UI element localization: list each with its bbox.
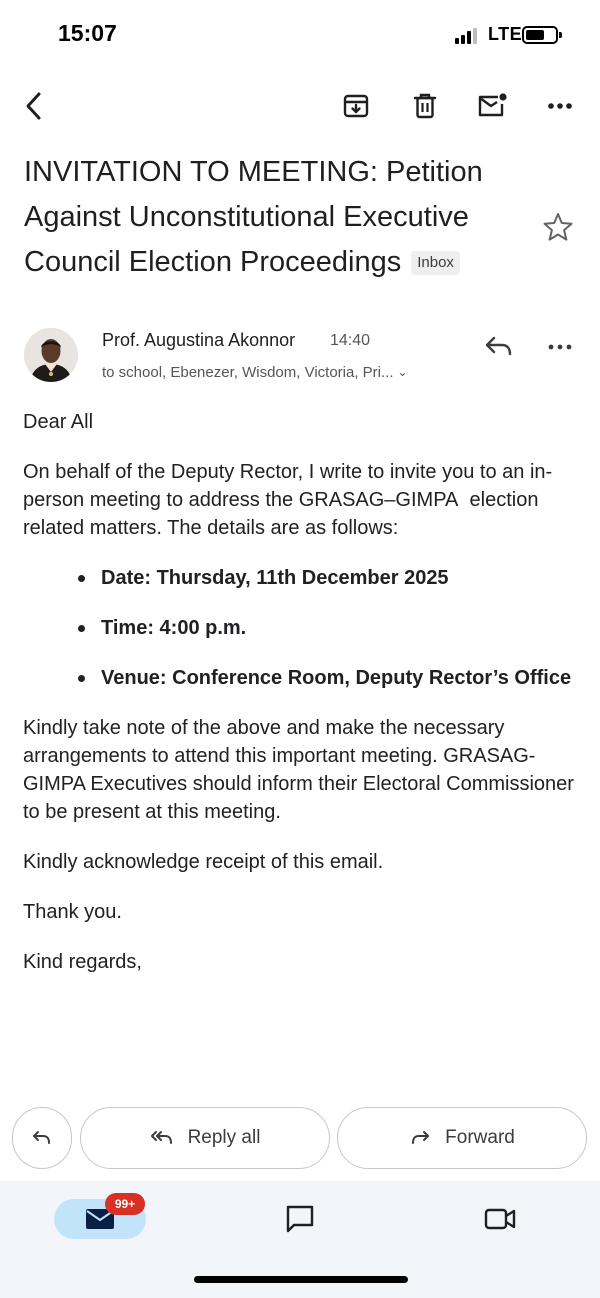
intro-paragraph: On behalf of the Deputy Rector, I write to invite you to an in-person meeting to address the GRASAG–GIMPA election related matters. The details are as follows: bbox=[23, 461, 553, 539]
archive-icon bbox=[342, 92, 370, 120]
detail-venue: Venue: Conference Room, Deputy Rector’s Office bbox=[101, 664, 583, 692]
recipients-toggle[interactable] bbox=[102, 364, 408, 381]
message-more-button[interactable] bbox=[540, 332, 580, 362]
note-paragraph: Kindly take note of the above and make the necessary arrangements to attend this important meeting. GRASAG-GIMPA Executives should inform their Electoral Commissioner to be present at this meeting. bbox=[23, 717, 574, 823]
email-body bbox=[23, 408, 583, 998]
mark-unread-button[interactable] bbox=[470, 84, 514, 128]
star-button[interactable] bbox=[541, 210, 575, 244]
status-bar bbox=[0, 0, 600, 70]
reply-actions-bar bbox=[0, 1107, 600, 1171]
unread-count-badge: 99+ bbox=[105, 1193, 145, 1215]
back-arrow-icon bbox=[22, 91, 46, 121]
signal-strength-icon bbox=[455, 28, 481, 44]
reply-all-label: Reply all bbox=[187, 1127, 261, 1148]
recipients-text: to school, Ebenezer, Wisdom, Victoria, Pri... bbox=[102, 364, 394, 381]
closing-paragraph: Kind regards, bbox=[23, 951, 142, 973]
trash-icon bbox=[412, 92, 438, 120]
email-toolbar bbox=[0, 80, 600, 132]
reply-all-button[interactable] bbox=[80, 1107, 330, 1169]
more-horizontal-icon bbox=[547, 102, 573, 110]
delete-button[interactable] bbox=[403, 84, 447, 128]
reply-pill-button[interactable] bbox=[12, 1107, 72, 1169]
reply-button[interactable] bbox=[481, 330, 517, 362]
reply-icon bbox=[32, 1130, 52, 1146]
forward-button[interactable] bbox=[337, 1107, 587, 1169]
status-time: 15:07 bbox=[58, 20, 117, 46]
inbox-label-chip[interactable]: Inbox bbox=[411, 251, 460, 275]
chat-icon bbox=[282, 1201, 318, 1237]
video-camera-icon bbox=[482, 1201, 518, 1237]
reply-icon bbox=[481, 330, 517, 362]
mark-unread-icon bbox=[476, 92, 508, 120]
email-time: 14:40 bbox=[330, 332, 371, 349]
chevron-down-icon: ⌄ bbox=[397, 365, 408, 379]
meeting-details bbox=[23, 564, 583, 692]
battery-icon bbox=[522, 26, 558, 44]
sender-avatar[interactable] bbox=[24, 328, 78, 382]
acknowledge-paragraph: Kindly acknowledge receipt of this email. bbox=[23, 851, 384, 873]
subject-text: INVITATION TO MEETING: Petition Against Unconstitutional Executive Council Election Proceedings bbox=[24, 156, 483, 278]
nav-chat-tab[interactable] bbox=[282, 1201, 318, 1237]
forward-icon bbox=[409, 1130, 431, 1146]
sender-name[interactable]: Prof. Augustina Akonnor bbox=[102, 330, 296, 350]
bottom-navigation bbox=[0, 1181, 600, 1298]
more-horizontal-icon bbox=[540, 332, 580, 362]
star-icon bbox=[541, 210, 575, 244]
network-type: LTE bbox=[488, 24, 523, 44]
thanks-paragraph: Thank you. bbox=[23, 901, 122, 923]
archive-button[interactable] bbox=[334, 84, 378, 128]
email-subject bbox=[24, 150, 524, 285]
nav-meet-tab[interactable] bbox=[482, 1201, 518, 1237]
home-indicator[interactable] bbox=[194, 1276, 408, 1283]
detail-date: Date: Thursday, 11th December 2025 bbox=[101, 564, 583, 592]
reply-all-icon bbox=[150, 1130, 174, 1146]
forward-label: Forward bbox=[445, 1127, 515, 1148]
more-options-button[interactable] bbox=[538, 84, 582, 128]
detail-time: Time: 4:00 p.m. bbox=[101, 614, 583, 642]
greeting: Dear All bbox=[23, 411, 94, 433]
back-button[interactable] bbox=[12, 84, 56, 128]
